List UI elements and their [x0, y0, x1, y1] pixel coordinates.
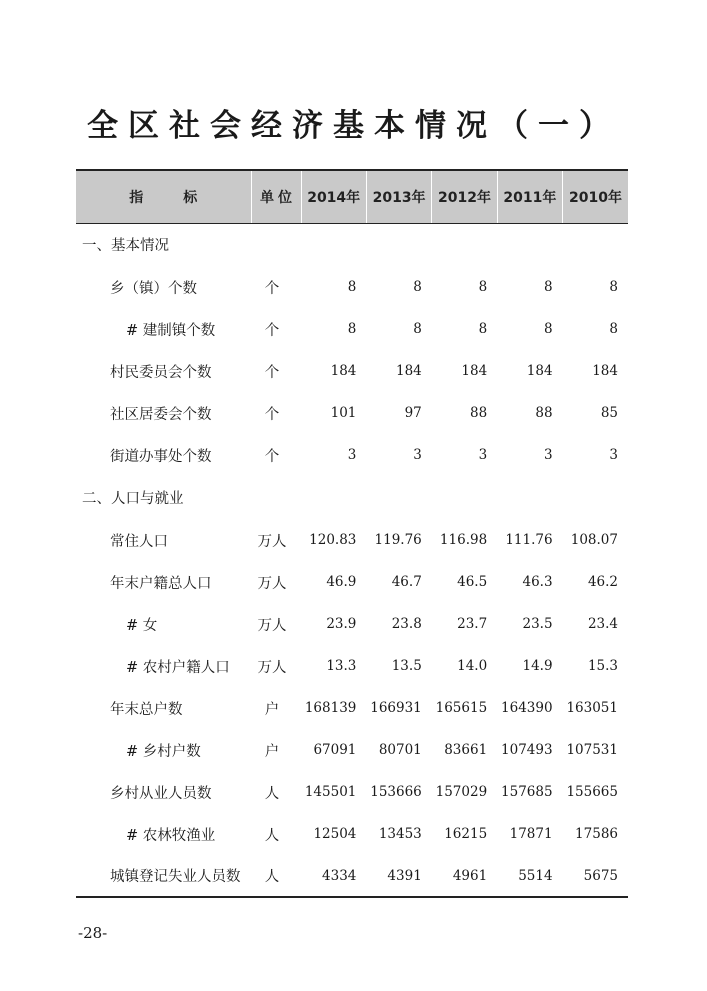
value-cell: 88 — [469, 405, 488, 421]
unit-cell: 个 — [264, 280, 280, 297]
header-indicator: 指标 — [76, 170, 251, 223]
value-cell: 8 — [543, 321, 553, 337]
unit-cell — [251, 223, 301, 266]
value-cell: 88 — [535, 405, 553, 421]
value-cell: 23.5 — [522, 616, 553, 632]
section-row — [76, 476, 628, 519]
value-cell: 5675 — [563, 855, 628, 897]
table-row — [76, 392, 628, 434]
section-heading: 一、基本情况 — [82, 238, 169, 255]
unit-cell: 万人 — [257, 617, 287, 634]
table-row — [76, 813, 628, 855]
unit-cell: 个 — [264, 322, 280, 339]
unit-cell — [251, 476, 301, 519]
unit-cell: 人 — [264, 785, 280, 802]
table-row — [76, 350, 628, 392]
value-cell: 8 — [543, 279, 553, 295]
value-cell — [432, 223, 497, 266]
unit-cell: 户 — [264, 701, 280, 718]
value-cell: 46.7 — [391, 574, 422, 590]
value-cell: 13.3 — [326, 658, 357, 674]
indicator-label: 乡村从业人员数 — [110, 785, 212, 802]
unit-cell: 户 — [264, 743, 280, 760]
value-cell: 101 — [330, 405, 357, 421]
table-row — [76, 771, 628, 813]
value-cell: 155665 — [566, 784, 618, 800]
header-unit: 单位 — [251, 170, 301, 223]
indicator-label: 年末总户数 — [110, 701, 183, 718]
value-cell: 12504 — [313, 826, 357, 842]
value-cell: 8 — [478, 321, 488, 337]
table-body — [76, 223, 628, 897]
value-cell: 116.98 — [439, 532, 488, 548]
value-cell: 14.9 — [522, 658, 553, 674]
table-row — [76, 266, 628, 308]
value-cell: 164390 — [501, 700, 553, 716]
value-cell: 163051 — [566, 700, 618, 716]
value-cell: 46.5 — [457, 574, 488, 590]
value-cell: 46.3 — [522, 574, 553, 590]
header-year: 2010年 — [563, 170, 628, 223]
value-cell — [301, 223, 366, 266]
value-cell: 46.2 — [587, 574, 618, 590]
value-cell: 4391 — [366, 855, 431, 897]
value-cell: 8 — [347, 279, 357, 295]
unit-cell: 万人 — [257, 533, 287, 550]
value-cell: 13453 — [378, 826, 422, 842]
value-cell — [301, 476, 366, 519]
value-cell: 8 — [609, 321, 618, 337]
header-year: 2011年 — [497, 170, 562, 223]
unit-cell: 人 — [264, 827, 280, 844]
value-cell: 5514 — [497, 855, 562, 897]
table-row — [76, 645, 628, 687]
value-cell — [497, 223, 562, 266]
value-cell: 23.9 — [326, 616, 357, 632]
value-cell: 85 — [600, 405, 618, 421]
section-row — [76, 223, 628, 266]
indicator-label: 常住人口 — [110, 533, 168, 550]
indicator-label: 街道办事处个数 — [110, 448, 212, 465]
value-cell — [432, 476, 497, 519]
value-cell: 145501 — [304, 784, 357, 800]
indicator-label: # 建制镇个数 — [126, 322, 216, 339]
value-cell: 3 — [609, 447, 618, 463]
value-cell: 184 — [526, 363, 553, 379]
value-cell: 97 — [404, 405, 422, 421]
value-cell: 153666 — [370, 784, 422, 800]
value-cell: 8 — [609, 279, 618, 295]
indicator-label: # 农村户籍人口 — [126, 659, 230, 676]
unit-cell: 万人 — [257, 575, 287, 592]
indicator-label: # 女 — [126, 617, 158, 634]
table-row — [76, 687, 628, 729]
value-cell — [366, 476, 431, 519]
unit-cell: 个 — [264, 406, 280, 423]
table-row — [76, 603, 628, 645]
header-year: 2012年 — [432, 170, 497, 223]
value-cell: 184 — [330, 363, 357, 379]
indicator-label: # 乡村户数 — [126, 743, 201, 760]
value-cell: 15.3 — [587, 658, 618, 674]
value-cell: 107531 — [566, 742, 618, 758]
value-cell — [497, 476, 562, 519]
header-year: 2014年 — [301, 170, 366, 223]
value-cell: 119.76 — [374, 532, 422, 548]
unit-cell: 个 — [264, 364, 280, 381]
stats-table-container — [76, 169, 628, 898]
value-cell: 108.07 — [570, 532, 618, 548]
table-row — [76, 434, 628, 476]
header-year: 2013年 — [366, 170, 431, 223]
value-cell: 8 — [413, 321, 422, 337]
value-cell — [366, 223, 431, 266]
stats-table — [76, 169, 628, 898]
value-cell: 17871 — [509, 826, 553, 842]
indicator-label: 城镇登记失业人员数 — [76, 855, 251, 897]
value-cell: 184 — [396, 363, 422, 379]
value-cell: 184 — [461, 363, 488, 379]
indicator-label: # 农林牧渔业 — [126, 827, 216, 844]
value-cell: 46.9 — [326, 574, 357, 590]
value-cell: 4334 — [301, 855, 366, 897]
value-cell: 23.4 — [587, 616, 618, 632]
value-cell: 83661 — [444, 742, 488, 758]
value-cell: 67091 — [313, 742, 357, 758]
value-cell: 23.8 — [391, 616, 422, 632]
value-cell: 165615 — [435, 700, 488, 716]
value-cell: 184 — [592, 363, 618, 379]
table-row — [76, 729, 628, 771]
indicator-label: 年末户籍总人口 — [110, 575, 212, 592]
value-cell: 3 — [543, 447, 553, 463]
unit-cell: 人 — [251, 855, 301, 897]
value-cell: 111.76 — [505, 532, 553, 548]
value-cell: 3 — [478, 447, 488, 463]
table-row — [76, 855, 628, 897]
page-number: -28- — [78, 924, 108, 942]
value-cell: 3 — [347, 447, 357, 463]
value-cell: 120.83 — [309, 532, 357, 548]
value-cell: 168139 — [304, 700, 357, 716]
value-cell: 17586 — [575, 826, 618, 842]
value-cell: 4961 — [432, 855, 497, 897]
section-heading: 二、人口与就业 — [82, 491, 184, 507]
indicator-label: 村民委员会个数 — [110, 364, 212, 381]
indicator-label: 社区居委会个数 — [110, 406, 212, 423]
table-header-row — [76, 170, 628, 223]
value-cell: 14.0 — [457, 658, 488, 674]
table-row — [76, 519, 628, 561]
value-cell: 157685 — [501, 784, 553, 800]
value-cell: 8 — [478, 279, 488, 295]
value-cell — [563, 223, 628, 266]
value-cell: 166931 — [370, 700, 422, 716]
value-cell — [563, 476, 628, 519]
value-cell: 8 — [413, 279, 422, 295]
table-row — [76, 561, 628, 603]
value-cell: 16215 — [444, 826, 488, 842]
page-title: 全区社会经济基本情况（一） — [87, 108, 620, 144]
value-cell: 3 — [413, 447, 422, 463]
value-cell: 13.5 — [391, 658, 422, 674]
indicator-label: 乡（镇）个数 — [110, 280, 197, 297]
value-cell: 107493 — [501, 742, 553, 758]
value-cell: 23.7 — [457, 616, 488, 632]
unit-cell: 个 — [264, 448, 280, 465]
table-row — [76, 308, 628, 350]
value-cell: 8 — [347, 321, 357, 337]
value-cell: 157029 — [435, 784, 488, 800]
value-cell: 80701 — [378, 742, 422, 758]
unit-cell: 万人 — [257, 659, 287, 676]
